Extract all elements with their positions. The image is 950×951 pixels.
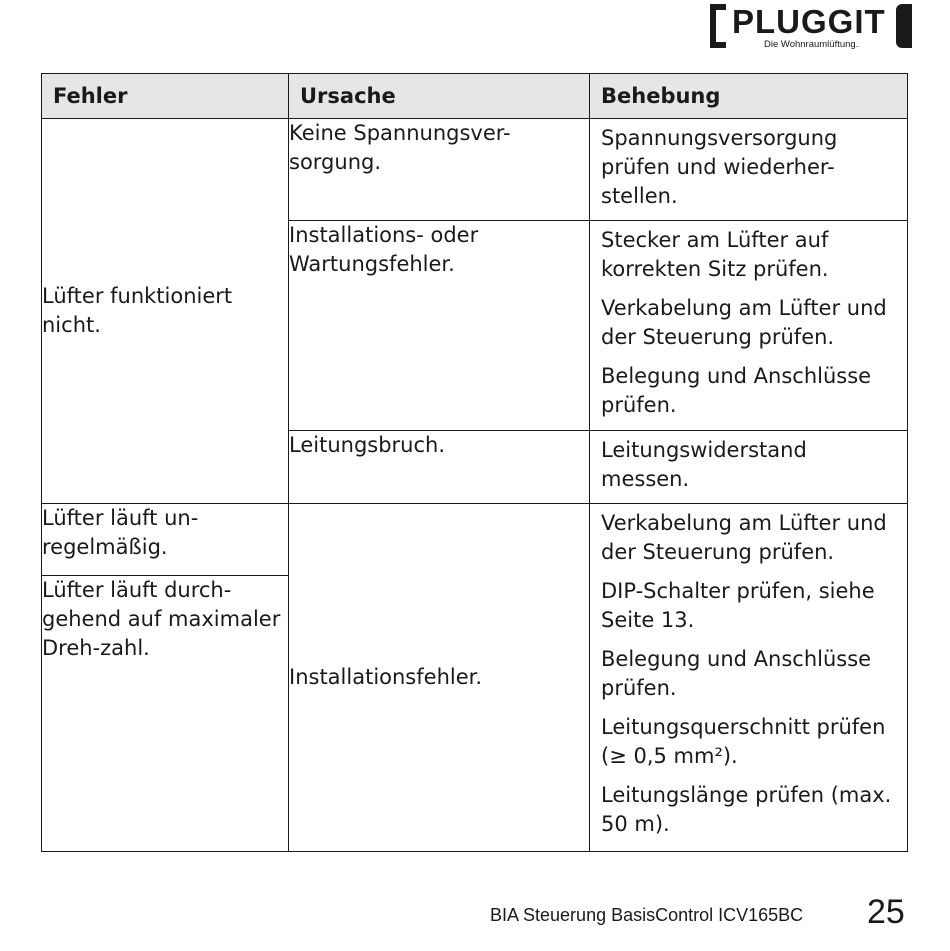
column-header-error: Fehler bbox=[42, 74, 289, 119]
fix-item: Leitungsquerschnitt prüfen (≥ 0,5 mm²). bbox=[601, 715, 886, 768]
cause-text: Keine Spannungsver-sorgung. bbox=[289, 121, 511, 174]
page-number: 25 bbox=[867, 893, 905, 931]
fix-cell bbox=[590, 504, 908, 852]
table-header-row bbox=[42, 74, 908, 119]
cause-text: Leitungsbruch. bbox=[289, 433, 446, 457]
fix-cell bbox=[590, 119, 908, 221]
pluggit-logo bbox=[710, 2, 915, 52]
cause-cell bbox=[289, 221, 590, 431]
fix-item: Leitungslänge prüfen (max. 50 m). bbox=[601, 783, 892, 836]
logo-bracket-left bbox=[710, 4, 726, 48]
troubleshooting-table bbox=[41, 73, 908, 852]
error-text: Lüfter läuft un-regelmäßig. bbox=[42, 506, 199, 559]
cause-text: Installations- oder Wartungsfehler. bbox=[289, 223, 479, 276]
error-cell bbox=[42, 576, 289, 852]
column-header-fix: Behebung bbox=[590, 74, 908, 119]
logo-wordmark: PLUGGIT bbox=[732, 3, 886, 40]
cause-cell bbox=[289, 431, 590, 504]
cause-cell bbox=[289, 504, 590, 852]
column-header-cause: Ursache bbox=[289, 74, 590, 119]
fix-item: DIP-Schalter prüfen, siehe Seite 13. bbox=[601, 579, 875, 632]
table-row bbox=[42, 504, 908, 576]
logo-tagline: Die Wohnraumlüftung. bbox=[764, 39, 859, 50]
error-text: Lüfter funktioniert nicht. bbox=[42, 284, 233, 337]
logo-bracket-right bbox=[896, 4, 912, 48]
fix-cell bbox=[590, 221, 908, 431]
fix-item: Verkabelung am Lüfter und der Steuerung prüfen. bbox=[601, 511, 887, 564]
document-title: BIA Steuerung BasisControl ICV165BC bbox=[490, 905, 804, 925]
fix-cell bbox=[590, 431, 908, 504]
fix-item: Belegung und Anschlüsse prüfen. bbox=[601, 364, 872, 417]
fix-item: Verkabelung am Lüfter und der Steuerung prüfen. bbox=[601, 296, 887, 349]
cause-cell bbox=[289, 119, 590, 221]
fix-item: Spannungsversorgung prüfen und wiederher-stellen. bbox=[601, 126, 838, 208]
error-cell bbox=[42, 504, 289, 576]
fix-item: Belegung und Anschlüsse prüfen. bbox=[601, 647, 872, 700]
table-row bbox=[42, 119, 908, 221]
error-text: Lüfter läuft durch-gehend auf maximaler Dreh-zahl. bbox=[42, 578, 281, 660]
cause-text: Installationsfehler. bbox=[289, 665, 483, 689]
fix-item: Leitungswiderstand messen. bbox=[601, 438, 807, 491]
error-cell bbox=[42, 119, 289, 504]
fix-item: Stecker am Lüfter auf korrekten Sitz prüfen. bbox=[601, 228, 829, 281]
